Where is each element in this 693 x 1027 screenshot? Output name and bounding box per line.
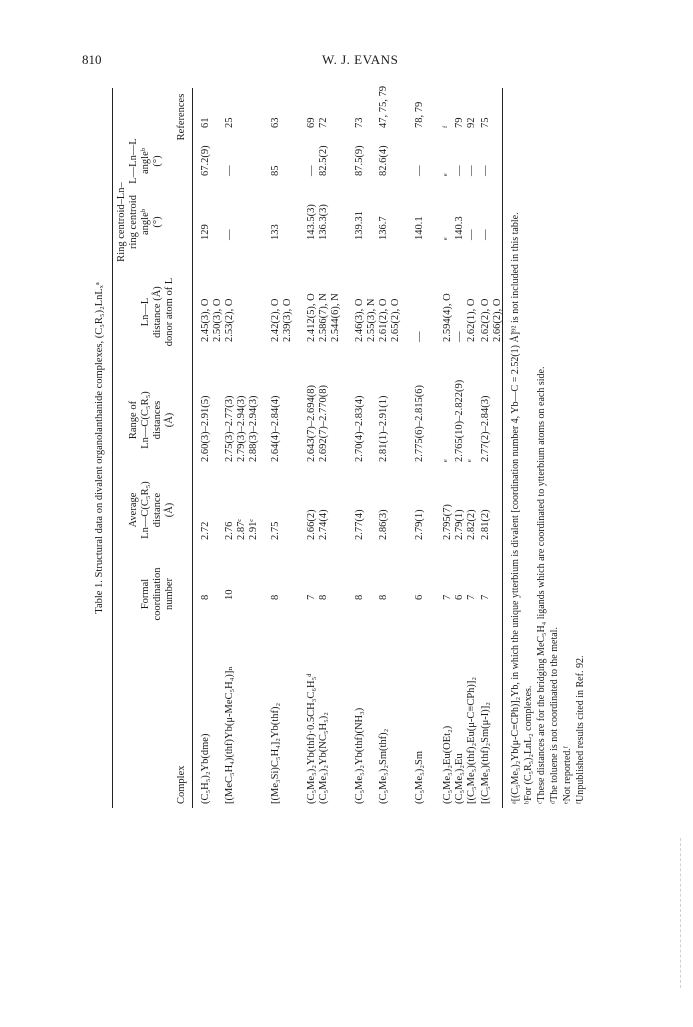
table-cell-range: 2.775(6)–2.815(6) <box>414 385 425 462</box>
table-bottom-rule <box>502 88 503 808</box>
table-cell-lnl: 2.586(7), N <box>318 293 329 342</box>
footnote: ᶜThese distances are for the bridging MeC₅H₄ ligands which are coordinated to ytterbium atoms on each side. <box>536 366 547 804</box>
table-cell-lnl: — <box>454 331 465 342</box>
table-cell-ring: 140.1 <box>414 216 425 240</box>
table-cell-llnl: 87.5(9) <box>354 145 365 176</box>
table-cell-range: 2.88(3)–2.94(3) <box>248 395 259 462</box>
table-cell-ring: 136.7 <box>378 216 389 240</box>
table-cell-cn: 8 <box>354 594 365 600</box>
table-cell-cn: 7 <box>466 594 477 600</box>
table-cell-ring: 140.3 <box>454 216 465 240</box>
table-cell-cn: 7 <box>442 594 453 600</box>
table-cell-range: 2.79(3)–2.94(3) <box>236 395 247 462</box>
table-cell-range: 2.77(2)–2.84(3) <box>480 395 491 462</box>
table-cell-refs: 72 <box>318 117 329 128</box>
table-cell-range: 2.75(3)–2.77(3) <box>224 395 235 462</box>
table-cell-complex: [(MeC₅H₄)(thf)Yb(μ-MeC₅H₄)]ₙ <box>224 666 235 804</box>
table-cell-cn: 10 <box>224 589 235 600</box>
table-cell-lnl: 2.62(1), O <box>466 298 477 342</box>
running-author: W. J. EVANS <box>322 52 399 67</box>
table-cell-ring: 136.3(3) <box>318 204 329 240</box>
table-cell-range: 2.692(7)–2.770(8) <box>318 385 329 462</box>
table-cell-refs: 47, 75, 79 <box>378 86 389 128</box>
table-cell-avg: 2.76 <box>224 521 235 540</box>
footnote: ᵇFor (C₅R₅)₂LnL₂ complexes. <box>523 685 534 804</box>
table-cell-refs: 92 <box>466 117 477 128</box>
table-cell-cn: 7 <box>306 594 317 600</box>
table-cell-lnl: 2.55(3), N <box>366 298 377 342</box>
table-cell-lnl: 2.65(2), O <box>390 298 401 342</box>
table-cell-cn: 8 <box>378 594 389 600</box>
table-cell-cn: 8 <box>200 594 211 600</box>
table-cell-avg: 2.91ᶜ <box>248 518 259 540</box>
footnote: ᶠUnpublished results cited in Ref. 92. <box>575 655 586 804</box>
table-cell-llnl: — <box>414 165 425 176</box>
table-cell-llnl: — <box>306 165 317 176</box>
table-cell-ring: 129 <box>200 224 211 240</box>
table-cell-refs: 79 <box>454 117 465 128</box>
table-header-rule <box>192 88 193 808</box>
table-cell-llnl: 85 <box>270 165 281 176</box>
table-cell-refs: 69 <box>306 117 317 128</box>
table-cell-cn: 8 <box>270 594 281 600</box>
table-cell-refs: 25 <box>224 117 235 128</box>
table-cell-ring: 133 <box>270 224 281 240</box>
table-cell-refs: 75 <box>480 117 491 128</box>
table-cell-lnl: 2.544(6), N <box>330 293 341 342</box>
table-cell-complex: [(C₅Me₅)(thf)₂Eu(μ-C≡CPh)]₂ <box>466 676 477 804</box>
table-cell-llnl: — <box>454 165 465 176</box>
table-cell-range: ᵉ <box>466 459 477 462</box>
table-cell-lnl: 2.39(3), O <box>282 298 293 342</box>
table-cell-llnl: — <box>466 165 477 176</box>
table-cell-lnl: 2.42(2), O <box>270 298 281 342</box>
table-cell-complex: (C₅Me₅)₂Eu(OEt₂) <box>442 725 453 804</box>
table-cell-lnl: 2.66(2), O <box>492 298 503 342</box>
table-cell-avg: 2.795(7) <box>442 504 453 540</box>
table-cell-avg: 2.86(3) <box>378 509 389 540</box>
col-header-range-distances: Range of Ln—C(C₅R₅) distances (Å) <box>128 391 175 449</box>
table-cell-range: 2.70(4)–2.83(4) <box>354 395 365 462</box>
table-cell-avg: 2.75 <box>270 521 281 540</box>
table-cell-avg: 2.77(4) <box>354 509 365 540</box>
table-cell-cn: 7 <box>480 594 491 600</box>
table-cell-llnl: — <box>480 165 491 176</box>
table-cell-complex: (C₅H₅)₂Yb(dme) <box>200 733 211 804</box>
col-header-complex: Complex <box>176 765 187 804</box>
table-cell-complex: [(C₅Me₅)(thf)₂Sm(μ-I)]₂ <box>480 702 491 804</box>
table-cell-ring: — <box>480 229 491 240</box>
table-cell-complex: (C₅Me₅)₂Eu <box>454 753 465 804</box>
table-cell-complex: (C₅Me₅)₂Yb(NC₅H₅)₂ <box>318 712 329 804</box>
table-cell-lnl: — <box>414 331 425 342</box>
table-cell-complex: (C₅Me₅)₂Yb(thf)·0.5CH₃C₆H₅ᵈ <box>306 673 317 804</box>
table-cell-llnl: ᵉ <box>442 173 453 176</box>
table-cell-ring: ᵉ <box>442 237 453 240</box>
col-header-ln-l-distance: Ln—L distance (Å) donor atom of L <box>140 277 175 347</box>
table-cell-range: 2.81(1)–2.91(1) <box>378 395 389 462</box>
table-cell-avg: 2.72 <box>200 521 211 540</box>
table-top-rule <box>112 88 113 808</box>
table-cell-lnl: 2.61(2), O <box>378 298 389 342</box>
table-cell-complex: (C₅Me₅)₂Sm <box>414 751 425 804</box>
footnote: ᵈThe toluene is not coordinated to the metal. <box>549 627 560 804</box>
col-header-l-ln-l-angle: L—Ln—L angleᵇ (°) <box>128 138 163 184</box>
rotated-table <box>88 88 613 808</box>
table-cell-llnl: — <box>224 165 235 176</box>
table-cell-lnl: 2.50(3), O <box>212 298 223 342</box>
table-cell-lnl: 2.45(3), O <box>200 298 211 342</box>
table-cell-avg: 2.79(1) <box>414 509 425 540</box>
table-cell-refs: ᶠ <box>442 125 453 128</box>
running-header <box>0 52 693 72</box>
table-cell-lnl: 2.412(5), O <box>306 293 317 342</box>
footnote: ᵉNot reported.ᶠ <box>562 746 573 804</box>
col-header-coordination: Formal coordination number <box>140 567 175 621</box>
col-header-ring-angle: Ring centroid–Ln– ring centroid angleᵇ (°) <box>116 182 163 262</box>
table-cell-complex: (C₅Me₅)₂Yb(thf)(NH₃) <box>354 707 365 804</box>
table-cell-range: ᵉ <box>442 459 453 462</box>
table-cell-lnl: 2.62(2), O <box>480 298 491 342</box>
table-cell-avg: 2.74(4) <box>318 509 329 540</box>
footnote: ᵃ[(C₅Me₅)₂Yb(μ-C≡CPh)]₂Yb, in which the unique ytterbium is divalent [coordination number 4, Yb—C = 2.52(1) Å]⁹² is not included in this table. <box>510 212 521 804</box>
table-cell-refs: 78, 79 <box>414 101 425 128</box>
table-cell-llnl: 82.6(4) <box>378 145 389 176</box>
table-cell-lnl: 2.53(2), O <box>224 298 235 342</box>
table-cell-range: 2.64(4)–2.84(4) <box>270 395 281 462</box>
table-cell-cn: 6 <box>414 594 425 600</box>
col-header-average-distance: Average Ln—C(C₅R₅) distance (Å) <box>128 481 175 539</box>
table-caption: Table 1. Structural data on divalent organolanthanide complexes, (C₅R₅)₂LnLₓᵃ <box>94 282 105 614</box>
table-cell-ring: — <box>224 229 235 240</box>
scan-edge-mark <box>680 838 687 988</box>
page-number: 810 <box>82 52 102 67</box>
table-cell-ring: — <box>466 229 477 240</box>
table-cell-range: 2.765(10)–2.822(9) <box>454 379 465 462</box>
table-cell-lnl: 2.594(4), O <box>442 293 453 342</box>
col-header-references: References <box>176 93 187 141</box>
table-cell-avg: 2.87ᶜ <box>236 518 247 540</box>
table-cell-avg: 2.79(1) <box>454 509 465 540</box>
table-cell-avg: 2.66(2) <box>306 509 317 540</box>
table-cell-avg: 2.81(2) <box>480 509 491 540</box>
table-cell-lnl: 2.46(3), O <box>354 298 365 342</box>
table-cell-range: 2.60(3)–2.91(5) <box>200 395 211 462</box>
table-cell-ring: 139.31 <box>354 211 365 240</box>
table-cell-refs: 63 <box>270 117 281 128</box>
table-cell-avg: 2.82(2) <box>466 509 477 540</box>
table-cell-ring: 143.5(3) <box>306 204 317 240</box>
table-cell-llnl: 67.2(9) <box>200 145 211 176</box>
table-cell-llnl: 82.5(2) <box>318 145 329 176</box>
table-cell-refs: 61 <box>200 117 211 128</box>
table-cell-range: 2.643(7)–2.694(8) <box>306 385 317 462</box>
table-cell-refs: 73 <box>354 117 365 128</box>
table-cell-complex: [(Me₃Si)C₅H₄]₂Yb(thf)₂ <box>270 702 281 804</box>
table-cell-cn: 8 <box>318 594 329 600</box>
table-cell-complex: (C₅Me₅)₂Sm(thf)₂ <box>378 728 389 804</box>
table-cell-cn: 6 <box>454 594 465 600</box>
